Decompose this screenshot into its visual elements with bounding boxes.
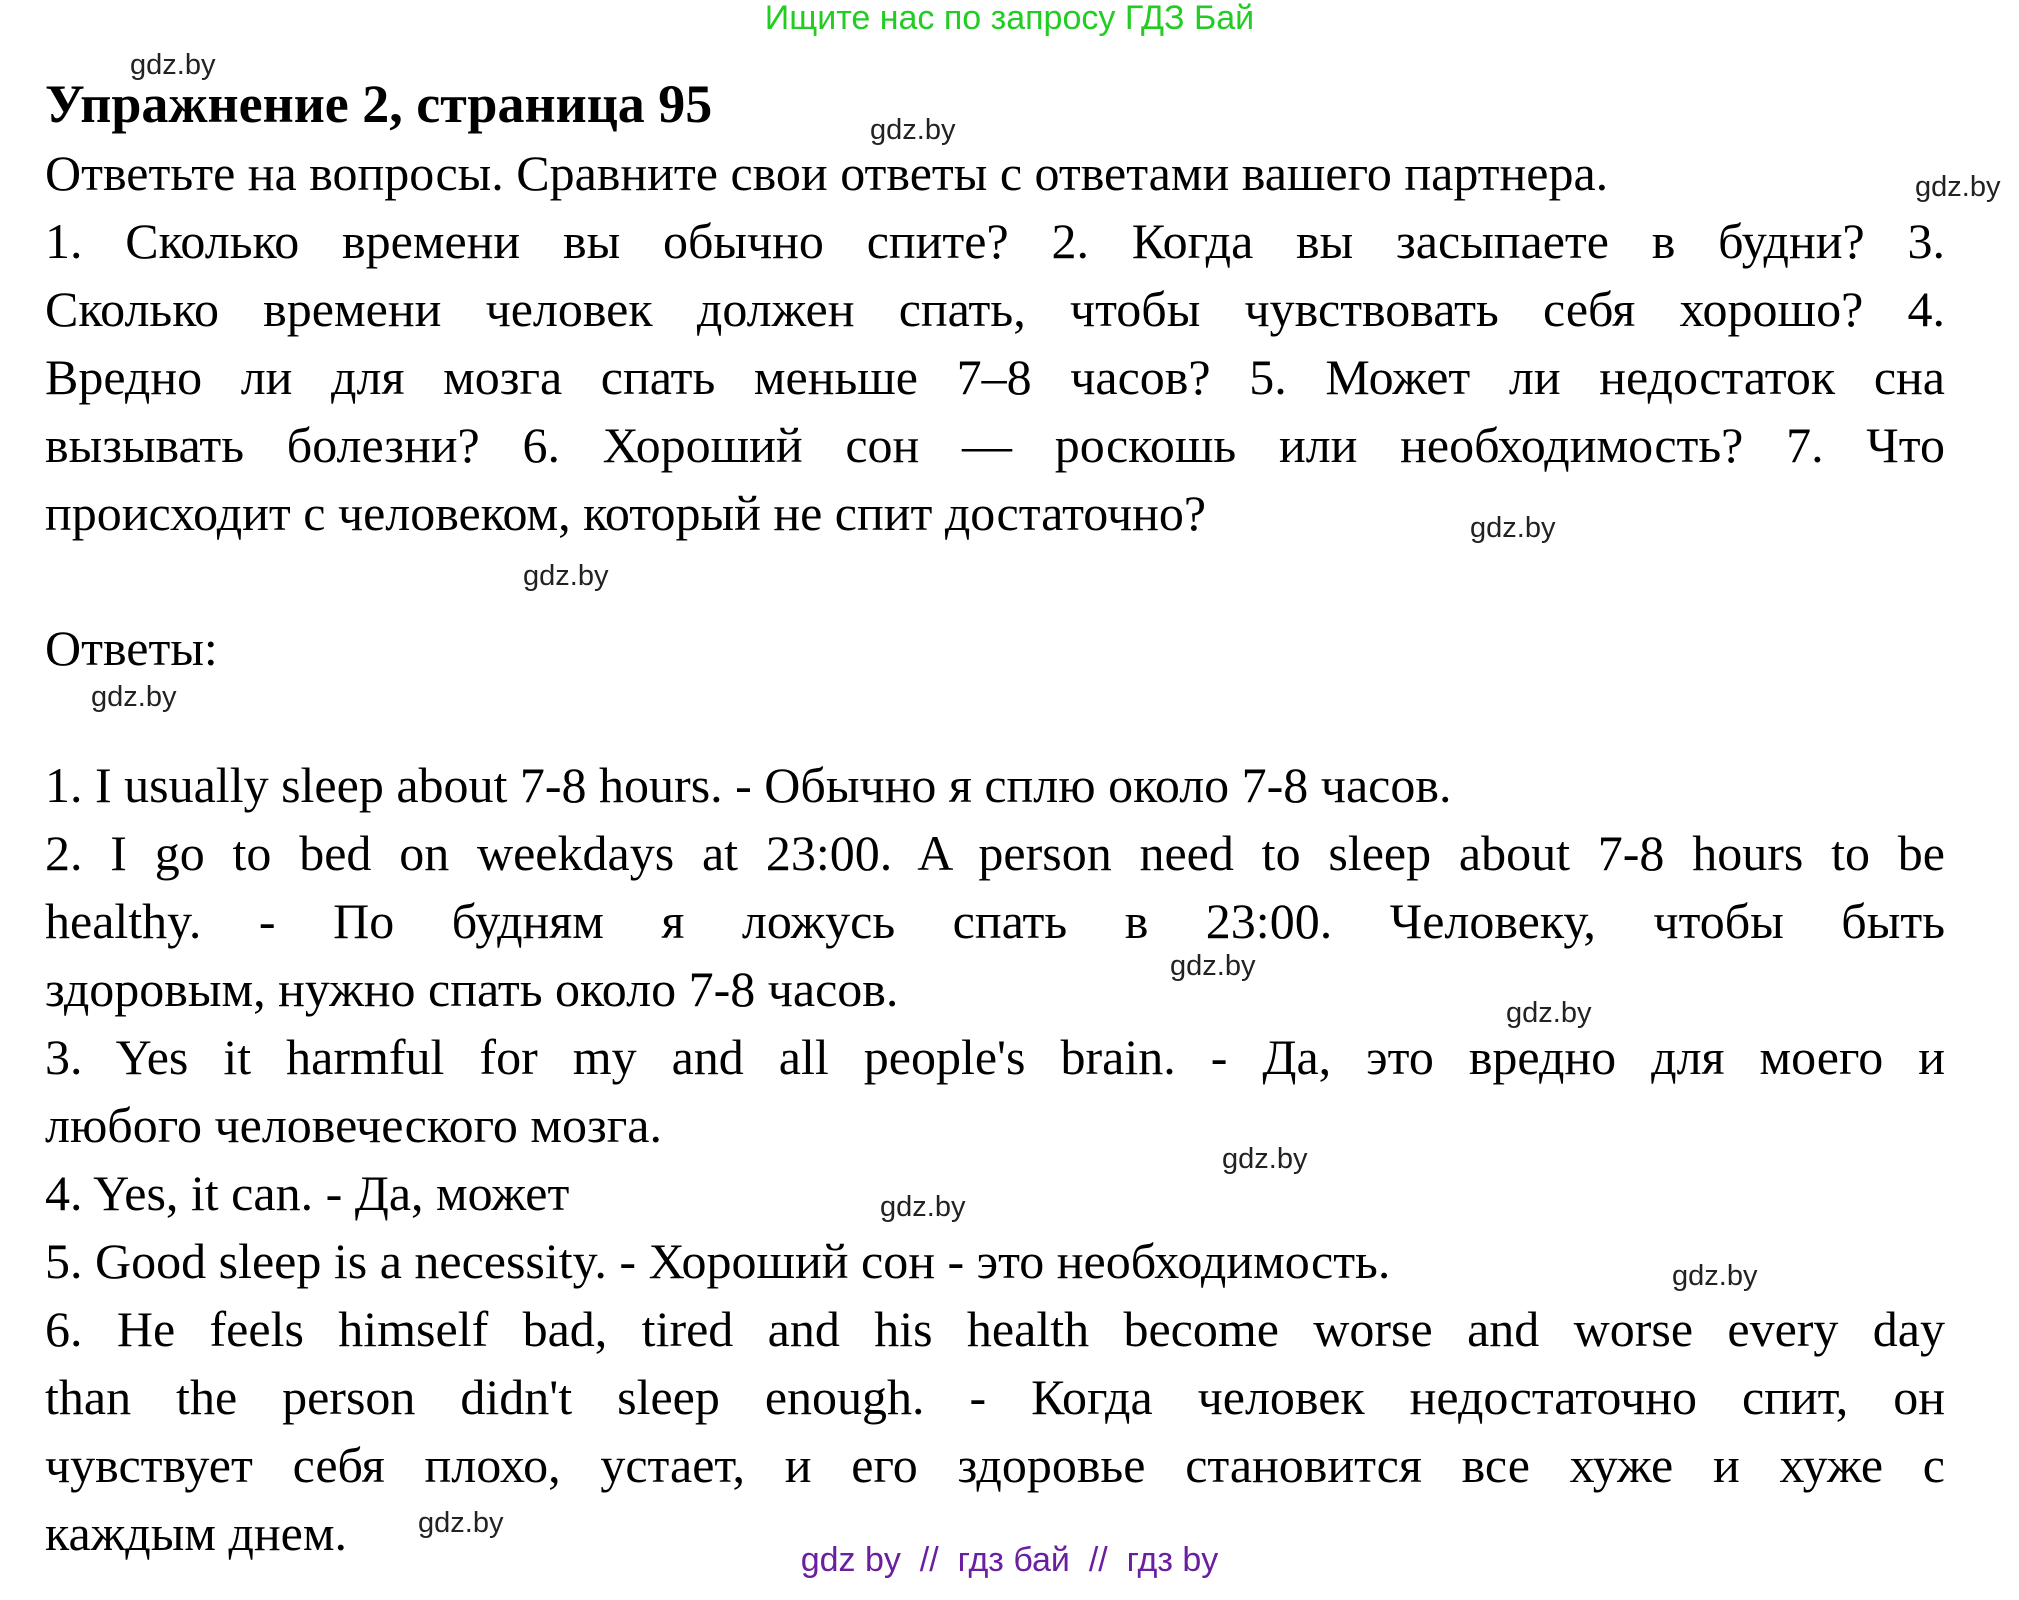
search-notice: Ищите нас по запросу ГДЗ Бай [764,0,1255,37]
watermark: gdz.by [1470,512,1556,544]
answer-line: 2. I go to bed on weekdays at 23:00. A person need to sleep about 7-8 hours to be [45,825,1945,881]
answers-heading: Ответы: [45,620,218,676]
task-line: вызывать болезни? 6. Хороший сон — роскошь или необходимость? 7. Что [45,417,1945,473]
watermark: gdz.by [1170,950,1256,982]
watermark: gdz.by [130,49,216,81]
answer-line: чувствует себя плохо, устает, и его здоровье становится все хуже и хуже с [45,1437,1945,1493]
task-line: 1. Сколько времени вы обычно спите? 2. Когда вы засыпаете в будни? 3. [45,213,1945,269]
watermark: gdz.by [1506,997,1592,1029]
task-line: Сколько времени человек должен спать, чтобы чувствовать себя хорошо? 4. [45,281,1945,337]
footer-links: gdz by // гдз бай // гдз by [800,1541,1219,1579]
answer-line: каждым днем. [45,1505,347,1561]
answer-line: than the person didn't sleep enough. - Когда человек недостаточно спит, он [45,1369,1945,1425]
task-line: Ответьте на вопросы. Сравните свои ответы с ответами вашего партнера. [45,145,1609,201]
answer-line: любого человеческого мозга. [45,1097,662,1153]
answer-line: healthy. - По будням я ложусь спать в 23:00. Человеку, чтобы быть [45,893,1945,949]
page-title: Упражнение 2, страница 95 [45,74,713,134]
answer-line: 6. He feels himself bad, tired and his health become worse and worse every day [45,1301,1945,1357]
answer-line: 4. Yes, it can. - Да, может [45,1165,570,1221]
watermark: gdz.by [1222,1143,1308,1175]
answer-line: здоровым, нужно спать около 7-8 часов. [45,961,899,1017]
answer-line: 1. I usually sleep about 7-8 hours. - Обычно я сплю около 7-8 часов. [45,757,1452,813]
answer-line: 3. Yes it harmful for my and all people's brain. - Да, это вредно для моего и [45,1029,1945,1085]
watermark: gdz.by [1672,1260,1758,1292]
watermark: gdz.by [1915,171,2001,203]
watermark: gdz.by [523,560,609,592]
watermark: gdz.by [870,114,956,146]
answer-line: 5. Good sleep is a necessity. - Хороший сон - это необходимость. [45,1233,1391,1289]
watermark: gdz.by [418,1507,504,1539]
task-line: происходит с человеком, который не спит достаточно? [45,485,1207,541]
watermark: gdz.by [91,681,177,713]
watermark: gdz.by [880,1191,966,1223]
task-line: Вредно ли для мозга спать меньше 7–8 часов? 5. Может ли недостаток сна [45,349,1945,405]
